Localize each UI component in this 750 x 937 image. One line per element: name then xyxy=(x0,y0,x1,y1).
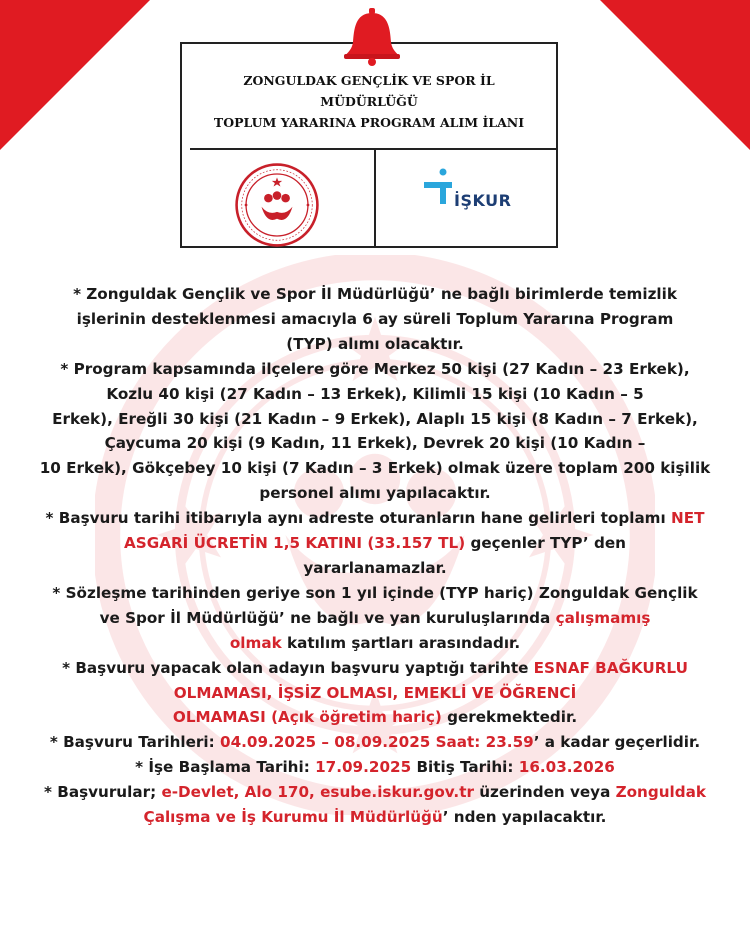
highlighted-text: ESNAF BAĞKURLU xyxy=(533,658,688,677)
body-text-segment: Bitiş Tarihi: xyxy=(411,758,519,777)
body-line xyxy=(0,282,750,307)
body-text-segment: gerekmektedir. xyxy=(441,708,578,727)
body-line xyxy=(0,531,750,556)
body-text-segment: * Sözleşme tarihinden geriye son 1 yıl içinde (TYP hariç) Zonguldak Gençlik xyxy=(52,583,698,602)
highlighted-text: 17.09.2025 xyxy=(315,758,412,777)
body-text-segment: ’ a kadar geçerlidir. xyxy=(533,733,701,752)
body-line xyxy=(0,780,750,805)
body-line xyxy=(0,357,750,382)
body-text-segment: personel alımı yapılacaktır. xyxy=(259,484,491,503)
body-line xyxy=(0,407,750,432)
body-text-segment: (TYP) alımı olacaktır. xyxy=(286,334,464,353)
highlighted-text: ASGARİ ÜCRETİN 1,5 KATINI (33.157 TL) xyxy=(124,534,466,553)
body-text-segment: * Zonguldak Gençlik ve Spor İl Müdürlüğü’ ne bağlı birimlerde temizlik xyxy=(73,285,677,303)
bell-icon xyxy=(341,8,403,66)
body-line xyxy=(0,631,750,656)
body-line xyxy=(0,556,750,581)
body-text-segment: * Başvurular; xyxy=(44,783,162,802)
body-line xyxy=(0,606,750,631)
body-text-segment: * İşe Başlama Tarihi: xyxy=(135,758,316,777)
highlighted-text: 04.09.2025 – 08.09.2025 Saat: 23.59 xyxy=(220,733,534,752)
highlighted-text: Çalışma ve İş Kurumu İl Müdürlüğü xyxy=(143,808,443,827)
body-line xyxy=(0,307,750,332)
body-text-segment: geçenler TYP’ den xyxy=(465,534,626,553)
body-text-segment: ve Spor İl Müdürlüğü’ ne bağlı ve yan kuruluşlarında xyxy=(99,608,556,627)
body-line xyxy=(0,456,750,481)
body-text-segment: * Başvuru tarihi itibarıyla aynı adreste oturanların hane gelirleri toplamı xyxy=(45,509,672,528)
ministry-seal-icon xyxy=(234,162,320,248)
body-line xyxy=(0,681,750,706)
highlighted-text: 16.03.2026 xyxy=(518,758,615,777)
body-line xyxy=(0,805,750,830)
body-line xyxy=(0,332,750,357)
announcement-body xyxy=(0,282,750,830)
title-line-3: TOPLUM YARARINA PROGRAM ALIM İLANI xyxy=(213,115,525,130)
body-text-segment: Erkek), Ereğli 30 kişi (21 Kadın – 9 Erkek), Alaplı 15 kişi (8 Kadın – 7 Erkek), xyxy=(52,409,698,428)
page-title xyxy=(182,70,556,133)
body-line xyxy=(0,581,750,606)
header-box xyxy=(180,42,558,248)
highlighted-text: OLMAMASI (Açık öğretim hariç) xyxy=(172,708,442,727)
body-text-segment: * Başvuru Tarihleri: xyxy=(49,733,220,752)
body-text-segment: üzerinden veya xyxy=(473,783,616,802)
body-line xyxy=(0,431,750,456)
body-line xyxy=(0,382,750,407)
body-line xyxy=(0,506,750,531)
highlighted-text: NET xyxy=(671,509,705,528)
body-line xyxy=(0,705,750,730)
body-line xyxy=(0,481,750,506)
iskur-logo-text: İŞKUR xyxy=(454,191,512,210)
body-text-segment: 10 Erkek), Gökçebey 10 kişi (7 Kadın – 3 Erkek) olmak üzere toplam 200 kişilik xyxy=(39,459,711,478)
header-vertical-divider xyxy=(374,150,376,246)
body-text-segment: * Başvuru yapacak olan adayın başvuru yaptığı tarihte xyxy=(62,658,534,677)
body-line xyxy=(0,730,750,755)
highlighted-text: olmak xyxy=(229,633,282,652)
body-text-segment: işlerinin desteklenmesi amacıyla 6 ay süreli Toplum Yararına Program xyxy=(76,309,674,328)
body-text-segment: Kozlu 40 kişi (27 Kadın – 13 Erkek), Kilimli 15 kişi (10 Kadın – 5 xyxy=(106,384,644,403)
highlighted-text: OLMAMASI, İŞSİZ OLMASI, EMEKLİ VE ÖĞRENCİ xyxy=(173,683,577,702)
header-divider xyxy=(190,148,556,150)
title-line-2: MÜDÜRLÜĞÜ xyxy=(320,94,418,109)
highlighted-text: e-Devlet, Alo 170, esube.iskur.gov.tr xyxy=(161,783,474,802)
body-text-segment: * Program kapsamında ilçelere göre Merkez 50 kişi (27 Kadın – 23 Erkek), xyxy=(60,359,690,378)
body-text-segment: yararlanamazlar. xyxy=(303,558,447,577)
corner-ribbon-right xyxy=(600,0,750,150)
body-text-segment: katılım şartları arasındadır. xyxy=(281,633,521,652)
title-line-1: ZONGULDAK GENÇLİK VE SPOR İL xyxy=(243,73,495,88)
body-line xyxy=(0,755,750,780)
body-text-segment: ’ nden yapılacaktır. xyxy=(442,808,607,827)
highlighted-text: Zonguldak xyxy=(615,783,706,802)
body-line xyxy=(0,656,750,681)
highlighted-text: çalışmamış xyxy=(555,608,651,627)
body-text-segment: Çaycuma 20 kişi (9 Kadın, 11 Erkek), Devrek 20 kişi (10 Kadın – xyxy=(104,434,646,453)
corner-ribbon-left xyxy=(0,0,150,150)
